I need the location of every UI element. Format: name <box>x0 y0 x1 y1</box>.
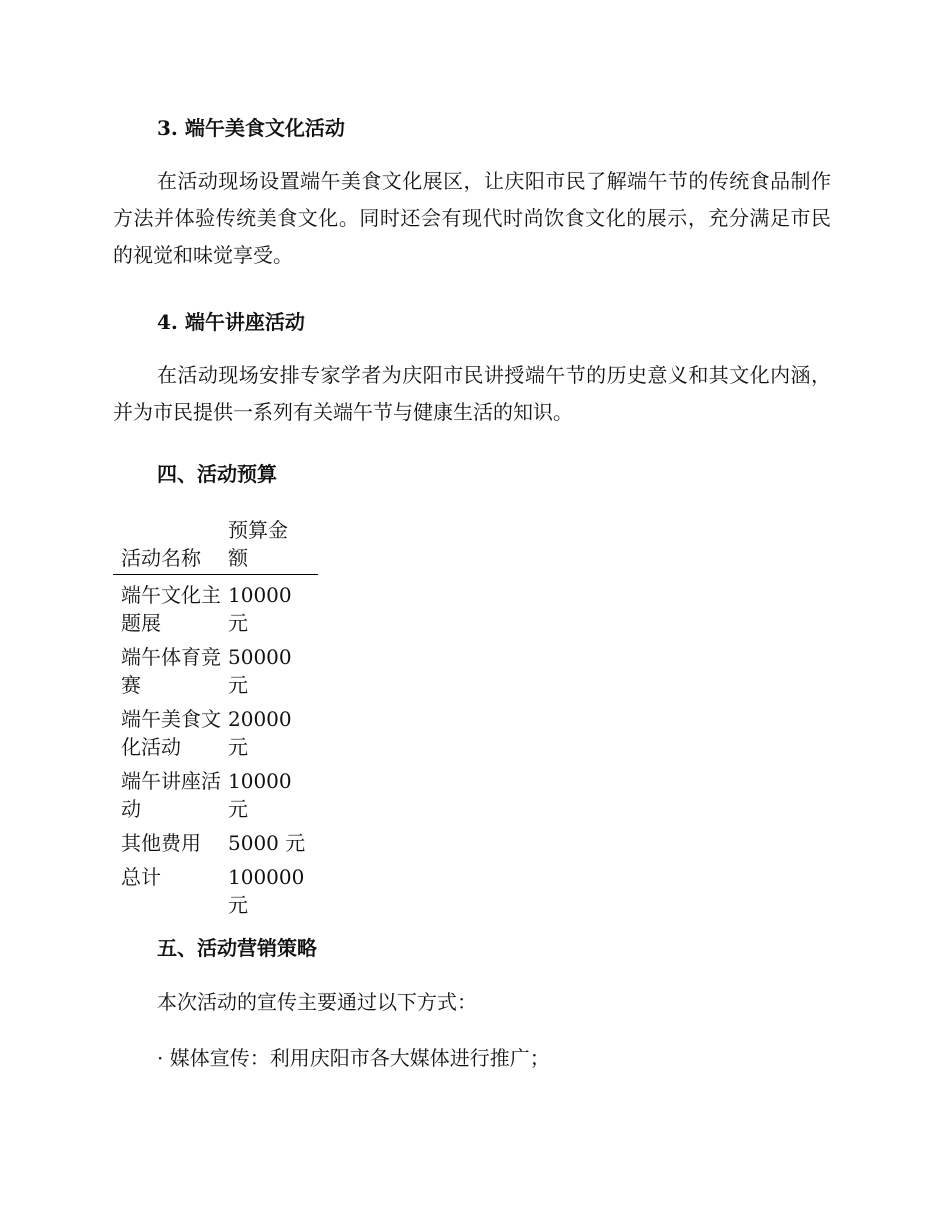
budget-table-header <box>113 516 318 575</box>
activity-name-cell: 其他费用 <box>121 831 201 855</box>
amount-cell: 100000 元 <box>228 865 305 917</box>
table-row <box>113 829 318 857</box>
activity-name-cell: 总计 <box>121 865 161 889</box>
marketing-intro: 本次活动的宣传主要通过以下方式： <box>157 990 477 1014</box>
amount-cell: 50000 元 <box>228 645 292 697</box>
section-3-heading: 3. 端午美食文化活动 <box>157 116 345 140</box>
table-row <box>113 643 318 699</box>
table-row <box>113 767 318 823</box>
activity-name-cell: 端午讲座活动 <box>121 769 221 821</box>
budget-heading: 四、活动预算 <box>157 462 277 486</box>
amount-cell: 5000 元 <box>228 831 306 855</box>
section-3-body: 在活动现场设置端午美食文化展区，让庆阳市民了解端午节的传统食品制作方法并体验传统美食文化。同时还会有现代时尚饮食文化的展示，充分满足市民的视觉和味觉享受。 <box>113 169 831 267</box>
section-4-body: 在活动现场安排专家学者为庆阳市民讲授端午节的历史意义和其文化内涵，并为市民提供一系列有关端午节与健康生活的知识。 <box>113 363 831 424</box>
amount-cell: 10000 元 <box>228 769 292 821</box>
activity-name-cell: 端午体育竞赛 <box>121 645 221 697</box>
amount-cell: 20000 元 <box>228 707 292 759</box>
marketing-heading: 五、活动营销策略 <box>157 936 317 960</box>
marketing-bullet: · 媒体宣传：利用庆阳市各大媒体进行推广； <box>157 1046 550 1070</box>
amount-cell: 10000 元 <box>228 583 292 635</box>
table-row <box>113 705 318 761</box>
column-header-amount: 预算金额 <box>228 518 288 570</box>
activity-name-cell: 端午文化主题展 <box>121 583 221 635</box>
column-header-activity: 活动名称 <box>121 546 201 570</box>
table-row <box>113 581 318 637</box>
activity-name-cell: 端午美食文化活动 <box>121 707 221 759</box>
table-row <box>113 863 318 919</box>
section-4-heading: 4. 端午讲座活动 <box>157 310 305 334</box>
budget-table <box>113 516 318 919</box>
